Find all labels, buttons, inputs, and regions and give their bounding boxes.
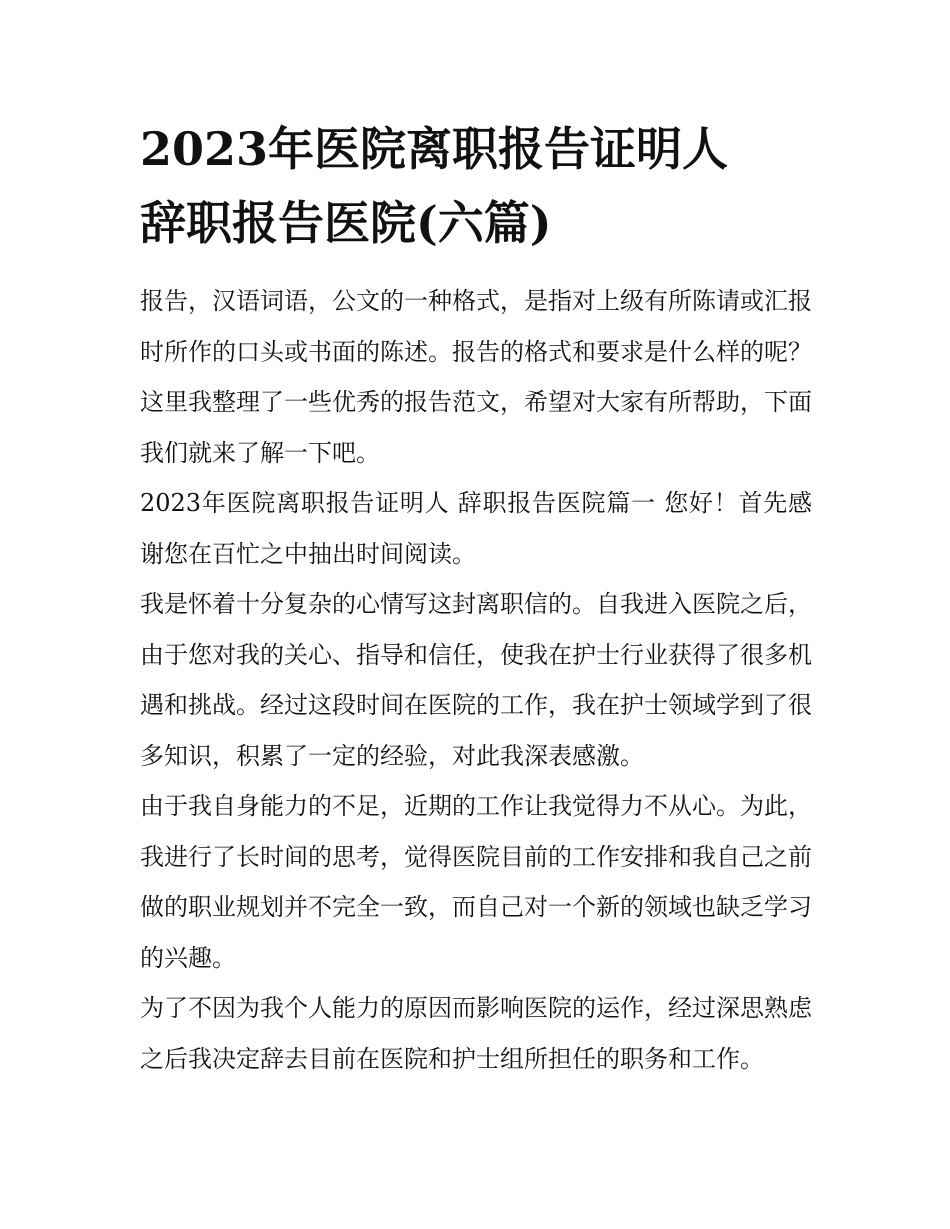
paragraph-decision: 为了不因为我个人能力的原因而影响医院的运作，经过深思熟虑之后我决定辞去目前在医院和护士组所担任的职务和工作。 bbox=[140, 994, 812, 1073]
document-body bbox=[140, 112, 812, 1084]
paragraph-reason: 由于我自身能力的不足，近期的工作让我觉得力不从心。为此，我进行了长时间的思考，觉得医院目前的工作安排和我自己之前做的职业规划并不完全一致，而自己对一个新的领域也缺乏学习的兴趣。 bbox=[140, 792, 812, 972]
paragraph-gratitude: 我是怀着十分复杂的心情写这封离职信的。自我进入医院之后，由于您对我的关心、指导和信任，使我在护士行业获得了很多机遇和挑战。经过这段时间在医院的工作，我在护士领域学到了很多知识，积累了一定的经验，对此我深表感激。 bbox=[140, 590, 812, 770]
paragraph-greeting: 2023年医院离职报告证明人 辞职报告医院篇一 您好！首先感谢您在百忙之中抽出时间阅读。 bbox=[140, 489, 812, 568]
title-line-1: 2023年医院离职报告证明人 bbox=[140, 122, 729, 176]
paragraph-intro: 报告，汉语词语，公文的一种格式，是指对上级有所陈请或汇报时所作的口头或书面的陈述。报告的格式和要求是什么样的呢？这里我整理了一些优秀的报告范文，希望对大家有所帮助，下面我们就来了解一下吧。 bbox=[140, 287, 812, 467]
title-line-2: 辞职报告医院(六篇) bbox=[140, 196, 552, 250]
document-title bbox=[140, 112, 812, 260]
